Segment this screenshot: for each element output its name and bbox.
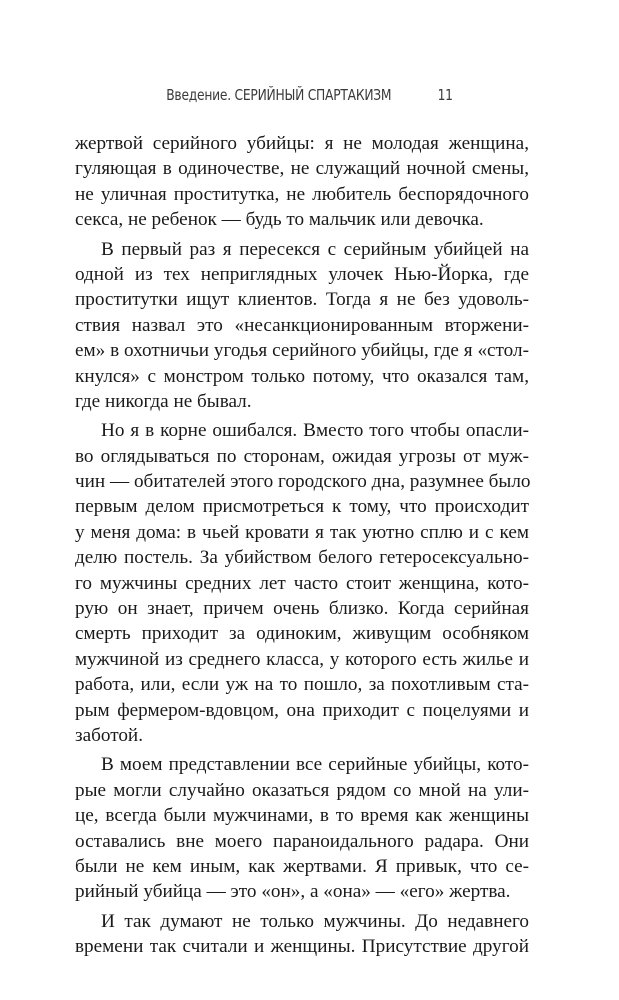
text-line: кнулся» с монстром только потому, что оказался там,: [75, 365, 529, 387]
page-number: 11: [437, 86, 453, 104]
text-line: у меня дома: в чьей кровати я так уютно сплю и с кем: [75, 521, 529, 543]
text-line: чин — обитателей этого городского дна, разумнее было: [75, 471, 531, 493]
text-line: первым делом присмотреться к тому, что происходит: [75, 496, 529, 518]
text-line: мужчиной из среднего класса, у которого есть жилье и: [75, 648, 529, 670]
text-line: ем» в охотничьи угодья серийного убийцы, где я «стол-: [75, 340, 529, 362]
text-line: рую он знает, причем очень близко. Когда серийная: [75, 598, 529, 620]
text-line: оставались вне моего параноидального радара. Они: [75, 830, 529, 852]
text-line: работа, или, если уж на то пошло, за похотливым ста-: [75, 674, 529, 696]
text-line: не уличная проститутка, не любитель беспорядочного: [75, 183, 529, 205]
text-line: В первый раз я пересекся с серийным убийцей на: [101, 238, 529, 260]
text-line: гуляющая в одиночестве, не служащий ночной смены,: [75, 158, 529, 180]
text-line: делю постель. За убийством белого гетеросексуально-: [75, 547, 529, 569]
text-line: во оглядываться по сторонам, ожидая угрозы от муж-: [75, 445, 529, 467]
text-line: были не кем иным, как жертвами. Я привык, что се-: [75, 855, 529, 877]
text-line: И так думают не только мужчины. До недавнего: [101, 910, 529, 932]
body-text: [75, 131, 529, 960]
text-line: проститутки ищут клиентов. Тогда я не без удоволь-: [75, 289, 529, 311]
text-line: В моем представлении все серийные убийцы, кото-: [101, 754, 529, 776]
text-line: рийный убийца — это «он», а «она» — «его» жертва.: [75, 881, 511, 903]
text-line: времени так считали и женщины. Присутствие другой: [75, 936, 529, 958]
text-line: Но я в корне ошибался. Вместо того чтобы опасли-: [101, 420, 529, 442]
paragraph: [75, 909, 529, 960]
text-line: заботой.: [75, 724, 143, 746]
paragraph: [75, 418, 529, 748]
text-line: рые могли случайно оказаться рядом со мной на ули-: [75, 779, 529, 801]
paragraph: [75, 752, 529, 904]
text-line: одной из тех неприглядных улочек Нью-Йорка, где: [75, 263, 529, 285]
text-line: жертвой серийного убийцы: я не молодая женщина,: [75, 133, 529, 154]
running-head: [56, 86, 564, 104]
text-line: це, всегда были мужчинами, в то время как женщины: [75, 805, 529, 827]
text-line: смерть приходит за одиноким, живущим особняком: [75, 623, 529, 645]
text-line: ствия назвал это «несанкционированным вторжени-: [75, 314, 529, 336]
chapter-title: Введение. СЕРИЙНЫЙ СПАРТАКИЗМ: [166, 86, 392, 104]
text-line: где никогда не бывал.: [75, 390, 252, 412]
paragraph: [75, 237, 529, 415]
text-line: го мужчины средних лет часто стоит женщина, кото-: [75, 572, 529, 594]
text-line: секса, не ребенок — будь то мальчик или девочка.: [75, 209, 484, 231]
text-line: рым фермером-вдовцом, она приходит с поцелуями и: [75, 699, 529, 721]
paragraph: [75, 131, 529, 233]
